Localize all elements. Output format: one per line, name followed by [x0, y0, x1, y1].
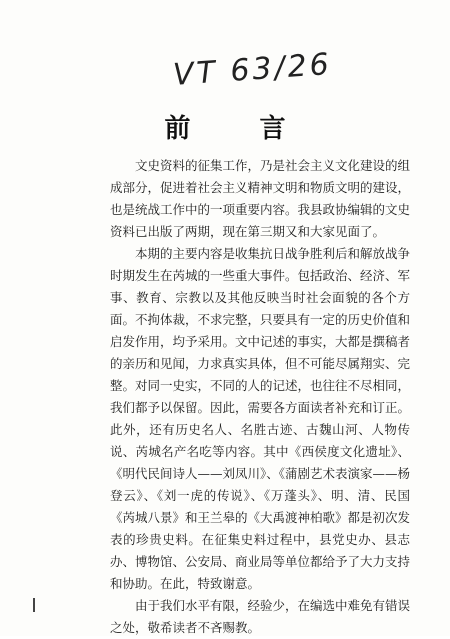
- paragraph-1: 文史资料的征集工作，乃是社会主义文化建设的组成部分，促进着社会主义精神文明和物质文明的建设，也是统战工作中的一项重要内容。我县政协编辑的文史资料已出版了两期，现在第三期又和大家见面了。: [110, 158, 411, 239]
- handwritten-note: VT 63/26: [172, 46, 333, 93]
- document-body: [110, 155, 410, 639]
- paragraph-3: 由于我们水平有限，经验少，在编选中难免有错误之处，敬希读者不吝赐教。: [110, 598, 411, 635]
- paragraph-2: 本期的主要内容是收集抗日战争胜利后和解放战争时期发生在芮城的一些重大事件。包括政治、经济、军事、教育、宗教以及其他反映当时社会面貌的各个方面。不拘体裁，不求完整，只要具有一定的历史价值和启发作用，均予采用。文中记述的事实，大都是撰稿者的亲历和见闻，力求真实具体，但不可能尽属翔实、完整。对同一史实，不同的人的记述，也往往不尽相同，我们都予以保留。因此，需要各方面读者补充和订正。此外，还有历史名人、名胜古迹、古魏山河、人物传说、芮城名产名吃等内容。其中《西侯度文化遗址》、《明代民间诗人——刘凤川》、《蒲剧艺术表演家——杨登云》、《刘一虎的传说》、《万蓬头》、明、清、民国《芮城八景》和王兰皋的《大禹渡神柏歌》都是初次发表的珍贵史料。在征集史料过程中，县党史办、县志办、博物馆、公安局、商业局等单位都给予了大力支持和协助。在此，特致谢意。: [110, 246, 411, 591]
- margin-mark: [33, 598, 35, 612]
- page-title: 前 言: [164, 114, 316, 144]
